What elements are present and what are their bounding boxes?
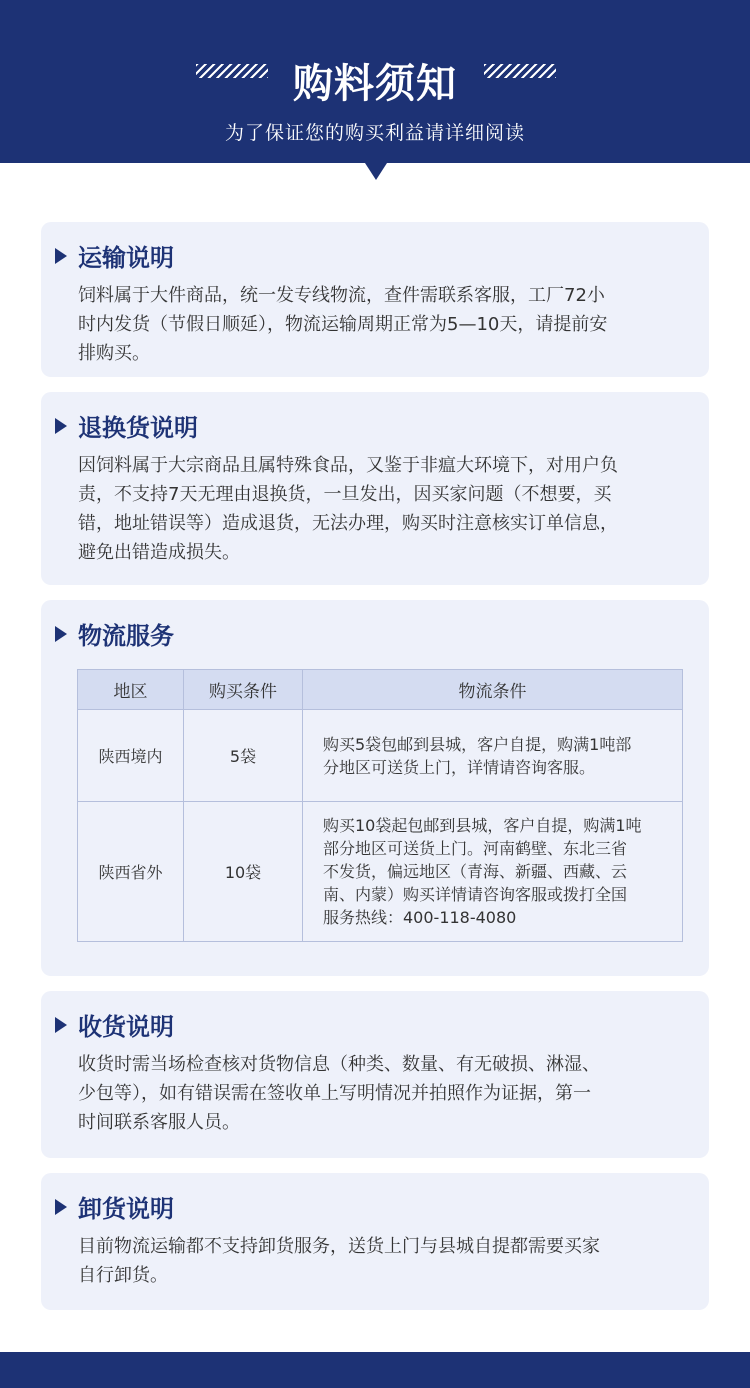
header-banner: [0, 0, 750, 163]
condition-line: 不发货，偏远地区（青海、新疆、西藏、云: [323, 862, 628, 881]
page-subtitle: 为了保证您的购买利益请详细阅读: [224, 122, 525, 144]
logistics-card: [41, 600, 709, 976]
text-line: 排购买。: [78, 343, 150, 364]
shipping-text: [78, 281, 678, 368]
table-row: [78, 710, 683, 802]
column-header-purchase: 购买条件: [184, 670, 303, 710]
region-cell: 陕西境内: [78, 710, 184, 802]
unloading-card: [41, 1173, 709, 1310]
region-cell: 陕西省外: [78, 802, 184, 942]
condition-line: 分地区可送货上门，详情请咨询客服。: [323, 757, 596, 777]
triangle-bullet-icon: [55, 1199, 67, 1215]
returns-text: [78, 451, 678, 567]
purchase-cell: 5袋: [184, 710, 303, 802]
condition-line: 购买10袋起包邮到县城，客户自提，购满1吨: [323, 816, 642, 835]
receiving-text: [78, 1050, 678, 1137]
text-line: 时内发货（节假日顺延），物流运输周期正常为5—10天，请提前安: [78, 314, 608, 335]
decorative-stripes-right: [484, 64, 556, 78]
triangle-bullet-icon: [55, 248, 67, 264]
condition-line: 购买5袋包邮到县城，客户自提，购满1吨部: [323, 734, 632, 754]
column-header-region: 地区: [78, 670, 184, 710]
receiving-title: 收货说明: [78, 1013, 174, 1041]
service-hotline: 服务热线：400-118-4080: [323, 908, 517, 927]
unloading-text: [78, 1232, 678, 1290]
logistics-table: [77, 669, 683, 942]
logistics-condition-cell: [303, 802, 683, 942]
text-line: 自行卸货。: [78, 1265, 168, 1286]
text-line: 饲料属于大件商品，统一发专线物流，查件需联系客服，工厂72小: [78, 285, 605, 306]
text-line: 因饲料属于大宗商品且属特殊食品，又鉴于非瘟大环境下，对用户负: [78, 455, 618, 476]
triangle-bullet-icon: [55, 1017, 67, 1033]
column-header-logistics: 物流条件: [303, 670, 683, 710]
footer-bar: [0, 1352, 750, 1388]
condition-line: 部分地区可送货上门。河南鹤壁、东北三省: [323, 839, 628, 858]
text-line: 收货时需当场检查核对货物信息（种类、数量、有无破损、淋湿、: [78, 1054, 600, 1075]
text-line: 目前物流运输都不支持卸货服务，送货上门与县城自提都需要买家: [78, 1236, 600, 1257]
table-header-row: [78, 670, 683, 710]
shipping-card: [41, 222, 709, 377]
text-line: 时间联系客服人员。: [78, 1112, 240, 1133]
page-title: 购料须知: [293, 61, 457, 107]
condition-line: 南、内蒙）购买详情请咨询客服或拨打全国: [323, 885, 628, 904]
text-line: 少包等），如有错误需在签收单上写明情况并拍照作为证据，第一: [78, 1083, 591, 1104]
returns-card: [41, 392, 709, 585]
returns-title: 退换货说明: [78, 414, 198, 442]
triangle-bullet-icon: [55, 626, 67, 642]
logistics-condition-cell: [303, 710, 683, 802]
table-row: [78, 802, 683, 942]
text-line: 责，不支持7天无理由退换货，一旦发出，因买家问题（不想要，买: [78, 484, 612, 505]
text-line: 错，地址错误等）造成退货，无法办理，购买时注意核实订单信息，: [78, 513, 618, 534]
text-line: 避免出错造成损失。: [78, 542, 240, 563]
triangle-bullet-icon: [55, 418, 67, 434]
shipping-title: 运输说明: [78, 244, 174, 272]
header-pointer-arrow: [365, 163, 387, 180]
receiving-card: [41, 991, 709, 1158]
purchase-cell: 10袋: [184, 802, 303, 942]
unloading-title: 卸货说明: [78, 1195, 174, 1223]
logistics-title: 物流服务: [78, 622, 174, 650]
